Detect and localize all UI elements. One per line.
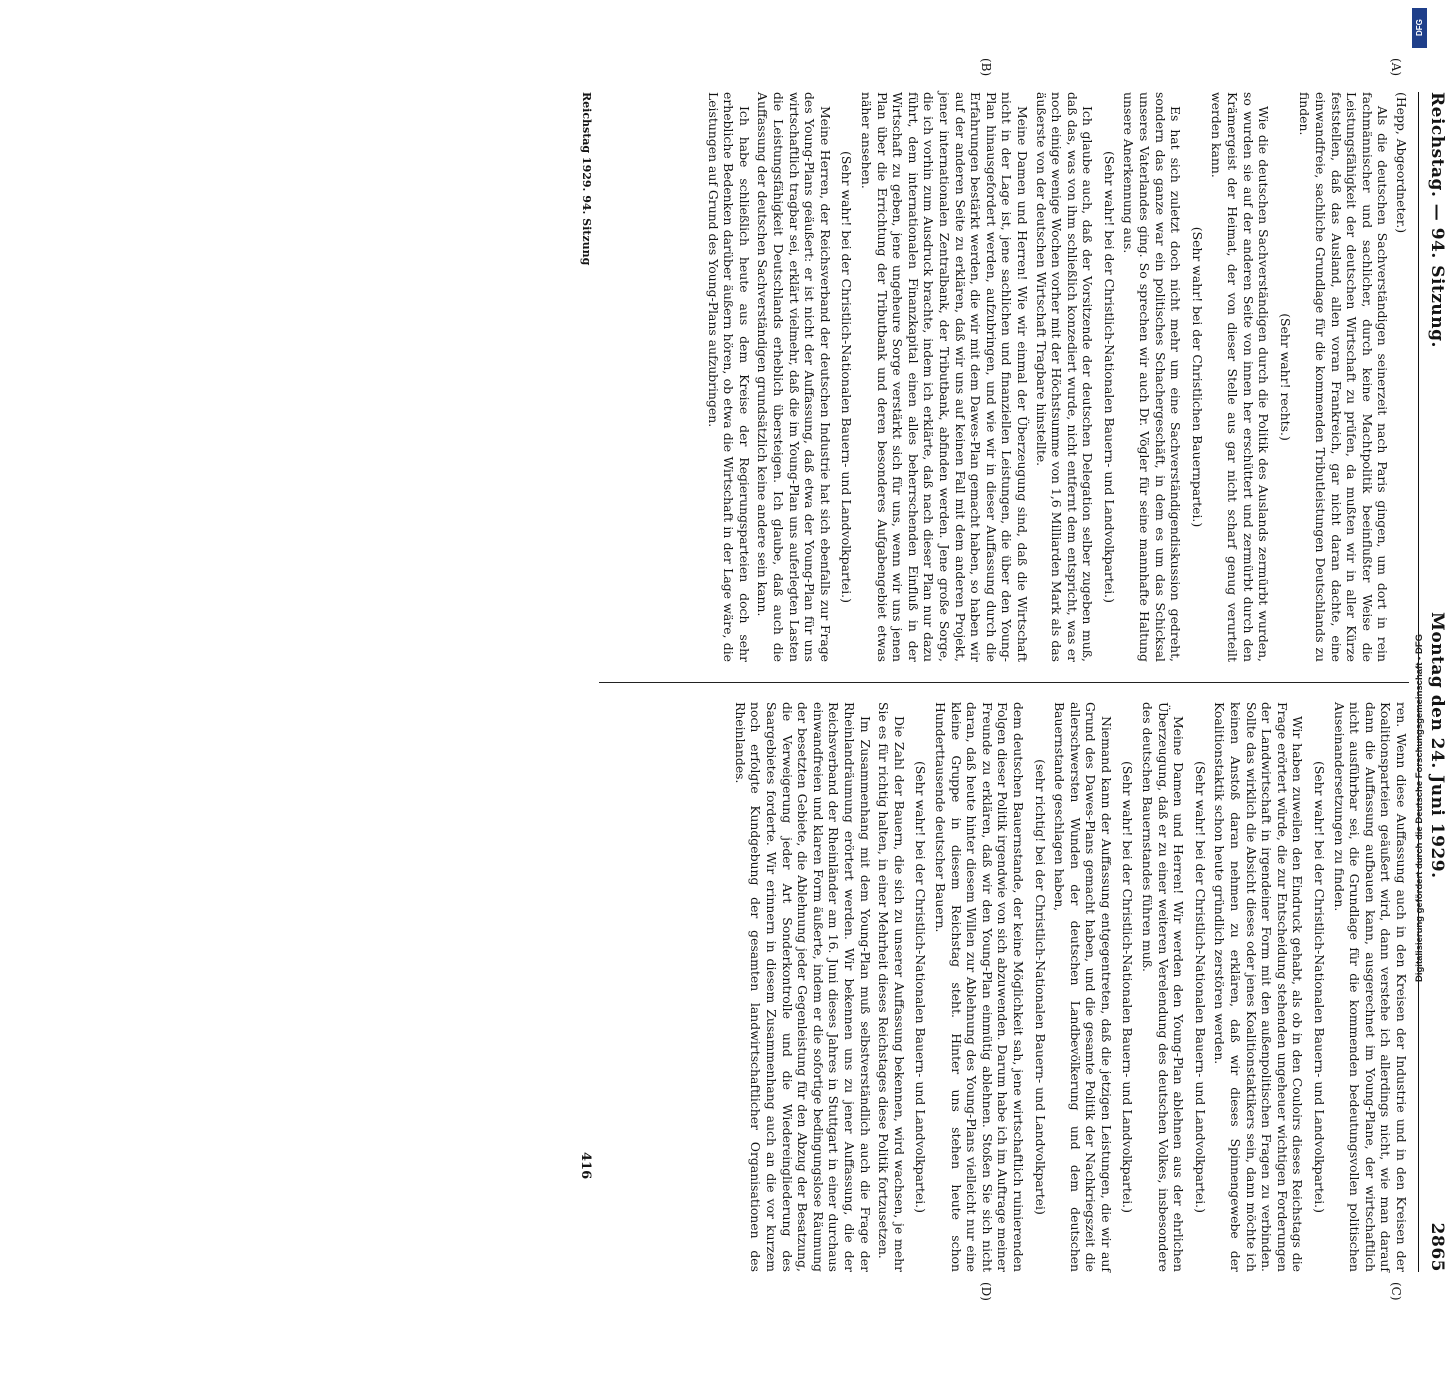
column-right bbox=[729, 702, 1409, 1272]
interjection: (sehr richtig! bei der Christlich-Nationalen Bauern- und Landvolkpartei) bbox=[1032, 759, 1048, 1215]
paragraph: Meine Herren, der Reichsverband der deutschen Industrie hat sich ebenfalls zur Frage des Young-Plans geäußert: er ist nicht der Auffassung, daß etwa der Young-Plan für uns wirtschaftlich tragbar sei, erklärt vielmehr, daß die im Young-Plan uns auferlegten Lasten die Leistungsfähigkeit Deutschlands erheblich übersteigen. Ich glaube, daß auch die Auffassung der deutschen Sachverständigen grundsätzlich keine andere sein kann. bbox=[755, 92, 833, 662]
paragraph: Es hat sich zuletzt doch nicht mehr um eine Sachverständigendiskussion gedreht, sondern das ganze war ein politisches Schachergeschäft, in dem es um das Schicksal unseres Vaterlandes ging. So sprechen wir auch Dr. Vögler für seine mannhafte Haltung unsere Anerkennung aus. bbox=[1121, 92, 1184, 662]
interjection: (Sehr wahr! bei der Christlich-Nationalen Bauern- und Landvolkpartei.) bbox=[1120, 761, 1136, 1213]
header-session: Reichstag. — 94. Sitzung. bbox=[1427, 92, 1447, 348]
margin-mark-c: (C) bbox=[1389, 1282, 1403, 1301]
interjection: (Sehr wahr! bei der Christlichen Bauernpartei.) bbox=[1189, 226, 1205, 528]
page-footer: Reichstag 1929. 94. Sitzung bbox=[580, 92, 593, 266]
funding-strip bbox=[1412, 8, 1428, 988]
header-page-number: 2865 bbox=[1427, 1222, 1447, 1272]
paragraph: Wir haben zuweilen den Eindruck gehabt, als ob in den Couloirs dieses Reichstags die Frage erörtert würde, die zur Entscheidung stehenden ungeheuer wichtigen Forderungen der Landwirtschaft in irgendeiner Form mit den außenpolitischen Fragen zu verbinden. Sollte das wirklich die Absicht dieses oder jenes Koalitionstaktikers sein, dann möchte ich keinen Anstoß daran nehmen zu erklären, daß wir dieses Spinnengewebe der Koalitionstaktik schon heute gründlich zerstören werden. bbox=[1212, 702, 1306, 1272]
scanned-page bbox=[153, 58, 1453, 1301]
margin-mark-b: (B) bbox=[979, 58, 993, 77]
paragraph: Ich habe schließlich heute aus dem Kreise der Regierungsparteien doch sehr erhebliche Bedenken darüber äußern hören, ob etwa die Wirtschaft in der Lage wäre, die Leistungen auf Grund des Young-Plans aufzubringen. bbox=[705, 92, 752, 662]
paragraph: Als die deutschen Sachverständigen seinerzeit nach Paris gingen, um dort in rein fachmännischer und sachlicher, durch keine Machtpolitik beeinflußter Weise die Leistungsfähigkeit der deutschen Wirtschaft zu prüfen, da mußten wir in aller Kürze feststellen, daß das Ausland, allen voran Frankreich, gar nicht daran dachte, eine einwandfreie, sachliche Grundlage für die kommenden Tributleistungen Deutschlands zu finden. bbox=[1297, 92, 1391, 662]
dfg-logo-icon: DFG bbox=[1412, 8, 1427, 48]
paragraph: Im Zusammenhang mit dem Young-Plan muß selbstverständlich auch die Frage der Rheinlandräumung erörtert werden. Wir bekennen uns zu jener Auffassung, die der Reichsverband der Rheinländer am 16. Juni dieses Jahres in Stuttgart in einer durchaus einwandfreien und klaren Form äußerte, indem er die sofortige bedingungslose Räumung der besetzten Gebiete, die Ablehnung jeder Gegenleistung für den Abzug der Besatzung, die Verweigerung jeder Art Sonderkontrolle und die Wiedereingliederung des Saargebietes forderte. Wir erinnern in diesem Zusammenhang auch an die vor kurzem noch erfolgte Kundgebung der gesamten landwirtschaftlicher Organisationen des Rheinlandes. bbox=[732, 702, 873, 1272]
interjection: (Sehr wahr! bei der Christlich-Nationalen Bauern- und Landvolkpartei.) bbox=[1312, 761, 1328, 1213]
paragraph: Wie die deutschen Sachverständigen durch die Politik des Auslands zermürbt wurden, so wurden sie auf der anderen Seite von innen her erschüttert und zermürbt durch den Krämergeist der Heimat, der von dieser Stelle aus gar nicht scharf genug verurteilt werden kann. bbox=[1209, 92, 1272, 662]
paragraph: Niemand kann der Auffassung entgegentreten, daß die jetzigen Leistungen, die wir auf Grund des Dawes-Plans gemacht haben, und die gesamte Politik der Nachkriegszeit die allerschwersten Wunden der deutschen Landbevölkerung und dem deutschen Bauernstande geschlagen haben, bbox=[1052, 702, 1114, 1272]
margin-mark-a: (A) bbox=[1389, 58, 1403, 77]
column-divider bbox=[599, 682, 1409, 683]
header-date: Montag den 24. Juni 1929. bbox=[1427, 612, 1447, 879]
interjection: (Sehr wahr! rechts.) bbox=[1277, 313, 1293, 441]
funding-notice: Digitalisierung gefördert durch die Deutsche Forschungsgemeinschaft • DFG bbox=[1414, 633, 1425, 982]
paragraph: Meine Damen und Herren! Wir werden den Young-Plan ablehnen aus der ehrlichen Überzeugung, daß er zu einer weiteren Verelendung des deutschen Volkes, insbesondere des deutschen Bauernstandes führen muß. bbox=[1140, 702, 1187, 1272]
paragraph: Die Zahl der Bauern, die sich zu unserer Auffassung bekennen, wird wachsen, je mehr Sie es für richtig halten, in einer Mehrheit dieses Reichstages diese Politik fortzusetzen. bbox=[876, 702, 907, 1272]
paragraph: Meine Damen und Herren! Wie wir einmal der Überzeugung sind, daß die Wirtschaft nicht in der Lage ist, jene sachlichen und finanziellen Leistungen, die über den Young-Plan hinausgefordert werden, aufzubringen, und wie wir in dieser Auffassung durch die Erfahrungen bestärkt werden, die wir mit dem Dawes-Plan gemacht haben, so haben wir auf der anderen Seite zu erklären, daß wir uns auf keinen Fall mit dem anderen Projekt, jener internationalen Zentralbank, der Tributbank, abfinden werden. Jene große Sorge, die ich vorhin zum Ausdruck brachte, indem ich erklärte, daß nach dieser Plan nur dazu führt, dem internationalen Finanzkapital einen alles beherrschenden Einfluß in der Wirtschaft zu geben, jene ungeheure Sorge verstärkt sich für uns, wenn wir uns jenen Plan über die Errichtung der Tributbank und deren besonderes Aufgabengebiet etwas näher ansehen. bbox=[859, 92, 1030, 662]
margin-mark-d: (D) bbox=[979, 1282, 993, 1301]
interjection: (Sehr wahr! bei der Christlich-Nationalen Bauern- und Landvolkpartei.) bbox=[1192, 761, 1208, 1213]
paragraph: ren. Wenn diese Auffassung auch in den Kreisen der Industrie und in den Kreisen der Koalitionsparteien geäußert wird, dann verstehe ich allerdings nicht, wie man darauf dann die Auffassung aufbauen kann, ausgerechnet im Young-Plane, der wirtschaftlich nicht ausführbar sei, die Grundlage für die kommenden bedeutungsvollen politischen Auseinandersetzungen zu finden. bbox=[1331, 702, 1409, 1272]
interjection: (Sehr wahr! bei der Christlich-Nationalen Bauern- und Landvolkpartei.) bbox=[839, 151, 855, 603]
paragraph: dem deutschen Bauernstande, der keine Möglichkeit sah, jene wirtschaftlich ruinierenden Folgen dieser Politik irgendwie von sich abzuwenden. Darum habe ich im Auftrage meiner Freunde zu erklären, daß wir den Young-Plan einmütig ablehnen. Stoßen Sie sich nicht daran, daß heute hinter diesem Willen zur Ablehnung des Young-Plans vielleicht nur eine kleine Gruppe in diesem Reichstag steht. Hinter uns stehen heute schon Hunderttausende deutscher Bauern. bbox=[932, 702, 1026, 1272]
interjection: (Sehr wahr! bei der Christlich-Nationalen Bauern- und Landvolkpartei.) bbox=[913, 761, 929, 1213]
sheet-number: 416 bbox=[578, 1152, 593, 1180]
paragraph: Ich glaube auch, daß der Vorsitzende der deutschen Delegation selber zugeben muß, daß das, was von ihm schließlich konzediert wurde, nicht entfernt dem entspricht, was er noch einige wenige Wochen vorher mit der Höchstsumme von 1,6 Milliarden Mark als das äußerste von der deutschen Wirtschaft Tragbare hinstellte. bbox=[1033, 92, 1096, 662]
speaker-line: (Hepp, Abgeordneter.) bbox=[1394, 92, 1409, 234]
interjection: (Sehr wahr! bei der Christlich-Nationalen Bauern- und Landvolkpartei.) bbox=[1101, 151, 1117, 603]
column-left bbox=[702, 92, 1409, 662]
